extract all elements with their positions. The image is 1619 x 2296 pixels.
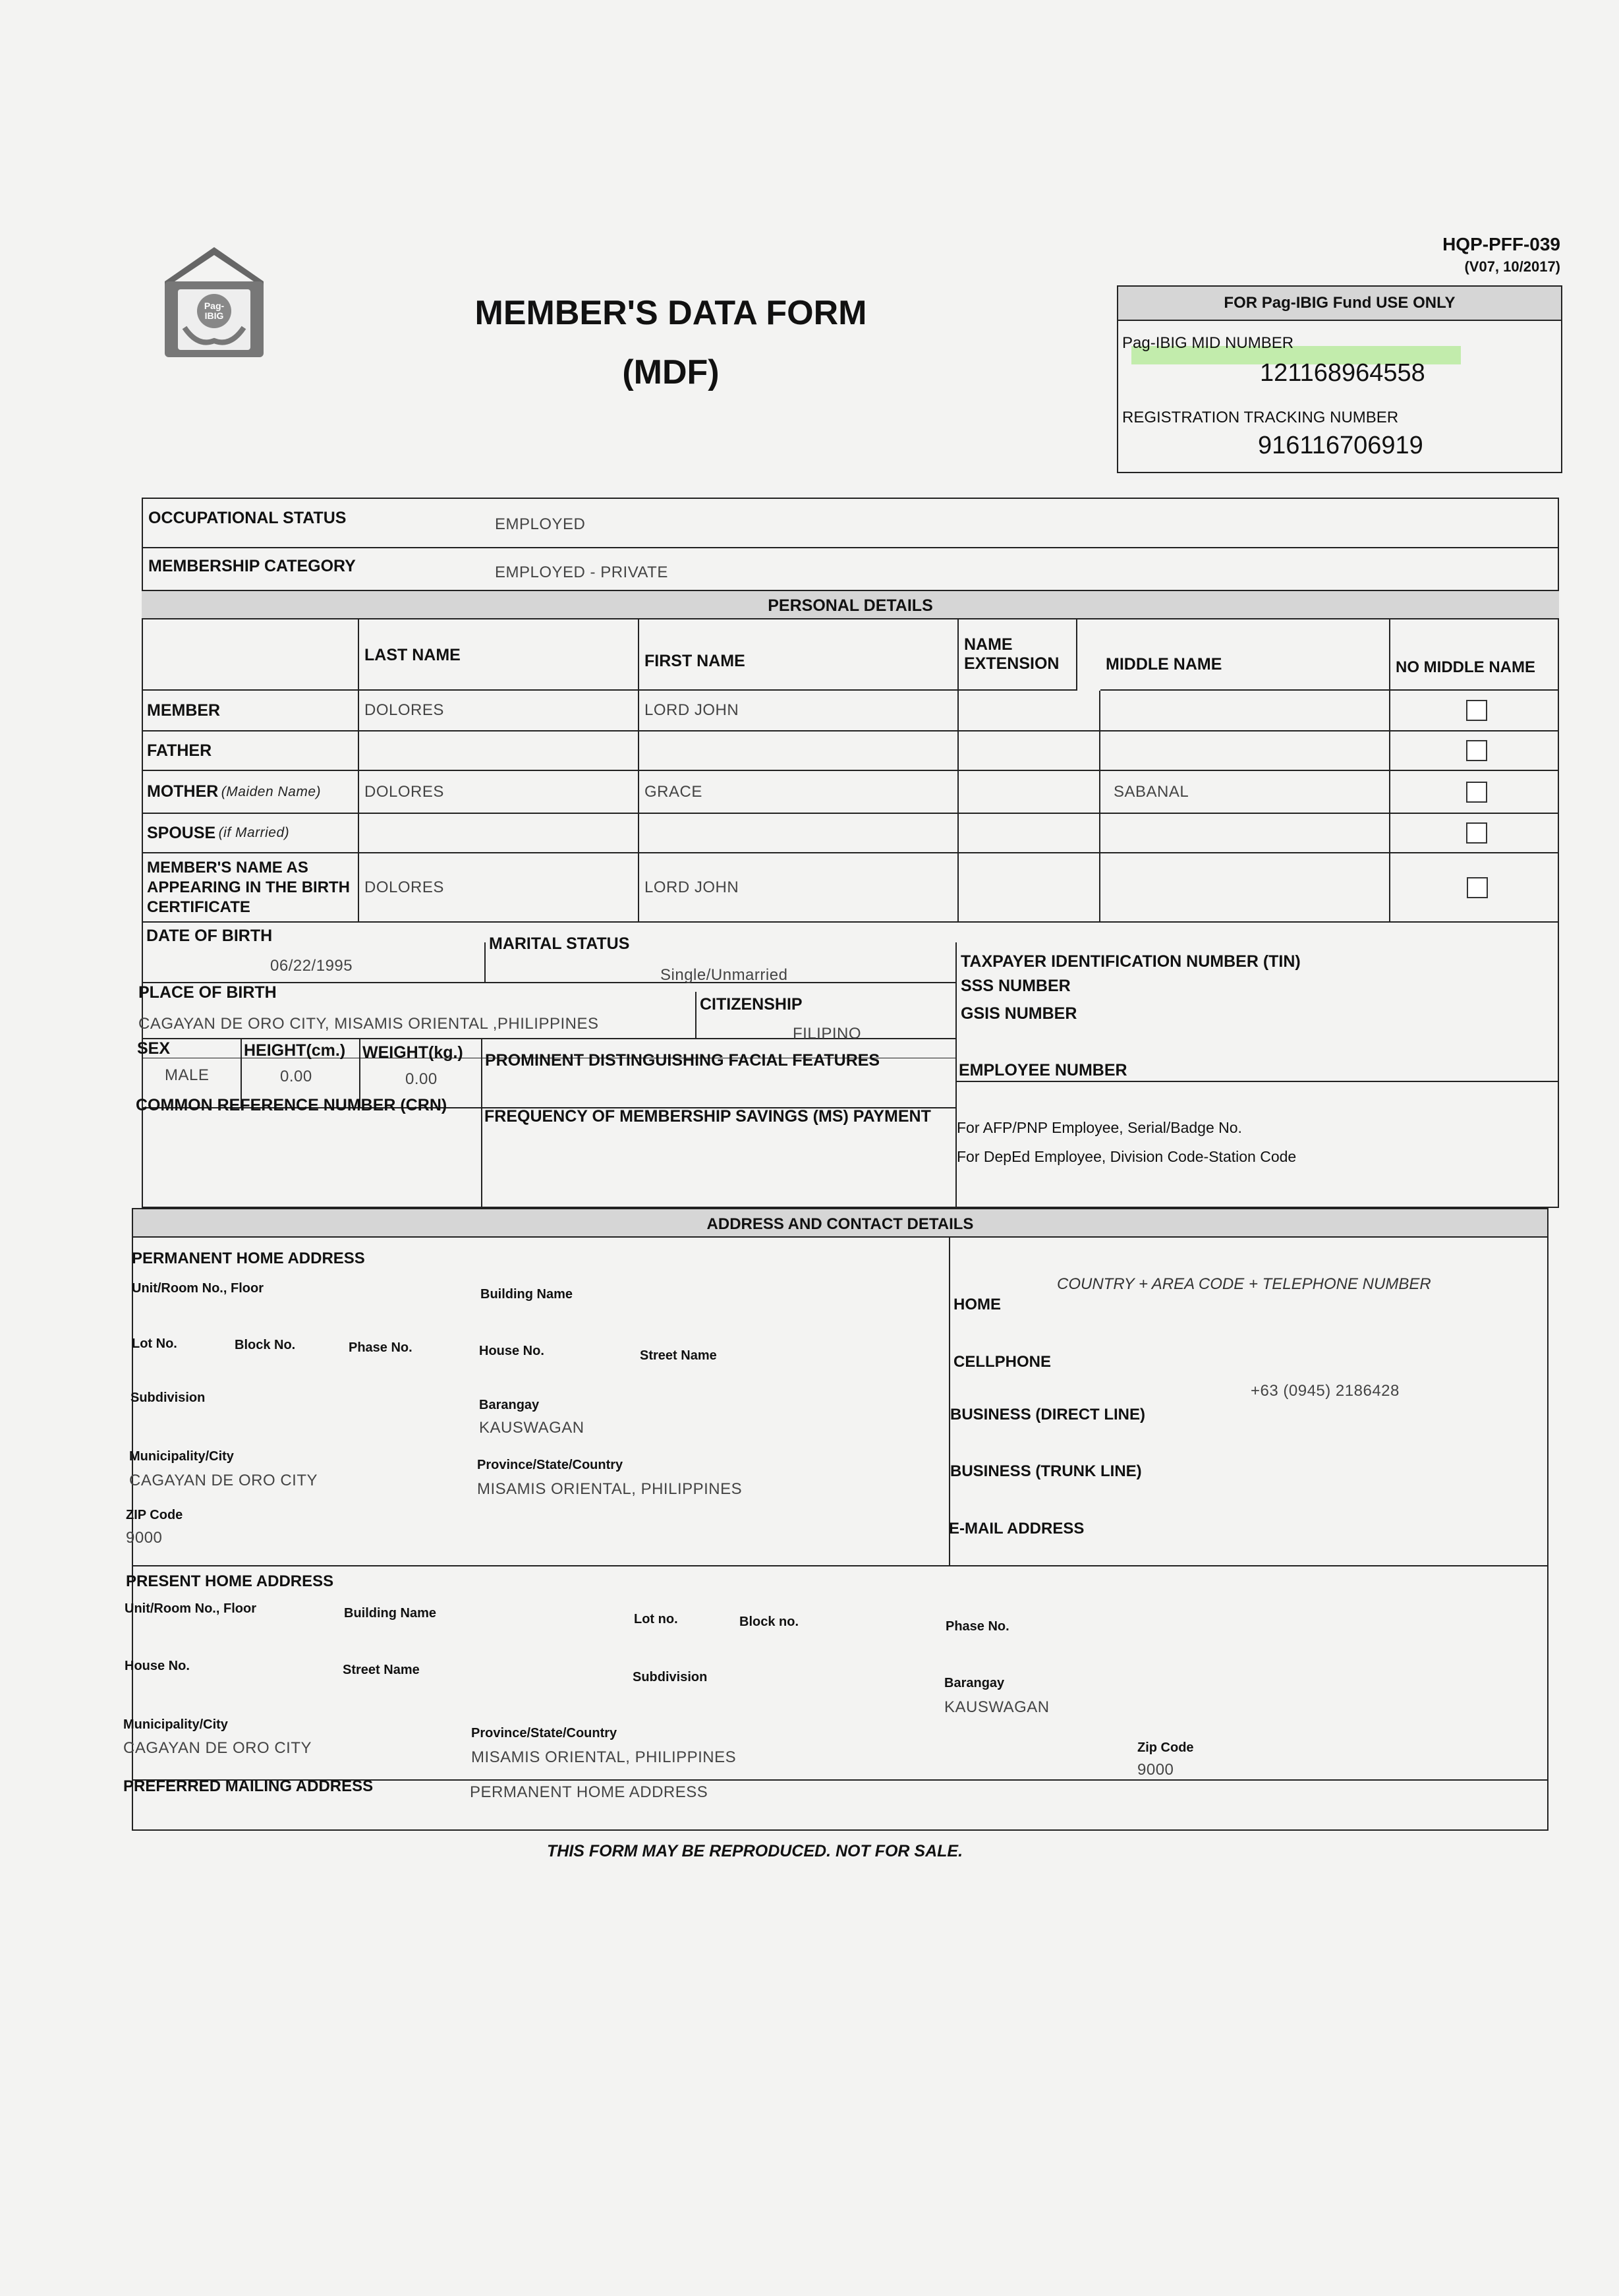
father-no-middle-name-cell (1390, 732, 1559, 771)
perm-zip-value: 9000 (126, 1529, 163, 1547)
tin-label: TAXPAYER IDENTIFICATION NUMBER (TIN) (961, 952, 1301, 971)
perm-barangay-value: KAUSWAGAN (479, 1419, 584, 1437)
father-first-name (639, 732, 959, 771)
home-phone-label: HOME (953, 1296, 1001, 1313)
pres-zip-label: Zip Code (1137, 1740, 1194, 1755)
address-contact-table (132, 1208, 1548, 1831)
column-header-middle-name: MIDDLE NAME (1100, 619, 1390, 691)
mother-name-extension (959, 771, 1100, 814)
member-last-name: DOLORES (359, 691, 639, 732)
no-middle-name-checkbox[interactable] (1466, 782, 1487, 803)
personal-names-grid (142, 619, 1559, 923)
pres-phase-label: Phase No. (946, 1619, 1009, 1634)
dob-label: DATE OF BIRTH (146, 927, 273, 945)
mother-no-middle-name-cell (1390, 771, 1559, 814)
fund-use-box (1117, 285, 1562, 473)
phone-format-hint: COUNTRY + AREA CODE + TELEPHONE NUMBER (1057, 1275, 1431, 1293)
citizenship-value: FILIPINO (793, 1025, 862, 1043)
row-label-birth-certificate-name: MEMBER'S NAME AS APPEARING IN THE BIRTH CERTIFICATE (142, 853, 359, 923)
svg-text:Pag-: Pag- (204, 301, 225, 311)
facial-features-label: PROMINENT DISTINGUISHING FACIAL FEATURES (485, 1051, 880, 1070)
mother-note: (Maiden Name) (221, 784, 321, 799)
perm-building-label: Building Name (480, 1287, 573, 1302)
fund-use-heading: FOR Pag-IBIG Fund USE ONLY (1118, 287, 1561, 321)
permanent-address-title: PERMANENT HOME ADDRESS (132, 1249, 365, 1267)
place-of-birth-label: PLACE OF BIRTH (138, 983, 277, 1002)
pres-street-label: Street Name (343, 1663, 420, 1677)
business-direct-label: BUSINESS (DIRECT LINE) (950, 1406, 1146, 1423)
pres-zip-value: 9000 (1137, 1761, 1174, 1779)
column-header-last-name: LAST NAME (359, 619, 639, 691)
pres-barangay-label: Barangay (944, 1676, 1005, 1690)
spouse-last-name (359, 814, 639, 853)
footer-note: THIS FORM MAY BE REPRODUCED. NOT FOR SALE. (547, 1842, 963, 1860)
birth-cert-last-name: DOLORES (359, 853, 639, 923)
row-label-spouse (142, 814, 359, 853)
column-header-name-extension: NAME EXTENSION (959, 619, 1077, 691)
email-label: E-MAIL ADDRESS (949, 1520, 1085, 1537)
pres-municipality-value: CAGAYAN DE ORO CITY (123, 1739, 312, 1757)
personal-details-heading: PERSONAL DETAILS (142, 590, 1559, 619)
business-trunk-label: BUSINESS (TRUNK LINE) (950, 1462, 1142, 1480)
member-middle-name (1100, 691, 1390, 732)
spouse-no-middle-name-cell (1390, 814, 1559, 853)
form-code: HQP-PFF-039 (1442, 234, 1560, 254)
spouse-note: (if Married) (218, 825, 290, 840)
father-name-extension (959, 732, 1100, 771)
marital-status-label: MARITAL STATUS (489, 934, 630, 953)
preferred-mailing-value: PERMANENT HOME ADDRESS (470, 1783, 708, 1801)
address-heading: ADDRESS AND CONTACT DETAILS (132, 1208, 1548, 1238)
place-of-birth-value: CAGAYAN DE ORO CITY, MISAMIS ORIENTAL ,PHILIPPINES (138, 1015, 599, 1033)
deped-label: For DepEd Employee, Division Code-Station Code (957, 1148, 1297, 1165)
form-version: (V07, 10/2017) (1464, 258, 1560, 275)
perm-unit-label: Unit/Room No., Floor (132, 1281, 264, 1296)
perm-street-label: Street Name (640, 1348, 717, 1363)
page-title-abbrev: (MDF) (622, 353, 720, 391)
mother-first-name: GRACE (639, 771, 959, 814)
sss-label: SSS NUMBER (961, 977, 1071, 995)
present-address-title: PRESENT HOME ADDRESS (126, 1572, 334, 1590)
birth-cert-name-extension (959, 853, 1100, 923)
svg-text:IBIG: IBIG (204, 310, 224, 321)
pres-block-label: Block no. (739, 1615, 799, 1629)
no-middle-name-checkbox[interactable] (1466, 740, 1487, 761)
citizenship-label: CITIZENSHIP (700, 995, 803, 1014)
pres-subdivision-label: Subdivision (633, 1670, 708, 1684)
crn-label: COMMON REFERENCE NUMBER (CRN) (136, 1096, 447, 1114)
member-first-name: LORD JOHN (639, 691, 959, 732)
no-middle-name-checkbox[interactable] (1466, 822, 1487, 844)
row-label-father: FATHER (142, 732, 359, 771)
birth-cert-no-middle-name-cell (1390, 853, 1559, 923)
perm-barangay-label: Barangay (479, 1398, 540, 1412)
pres-house-label: House No. (125, 1659, 190, 1673)
member-no-middle-name-cell (1390, 691, 1559, 732)
perm-lot-label: Lot No. (132, 1336, 177, 1351)
afp-pnp-label: For AFP/PNP Employee, Serial/Badge No. (957, 1119, 1242, 1136)
perm-province-value: MISAMIS ORIENTAL, PHILIPPINES (477, 1480, 743, 1498)
pres-unit-label: Unit/Room No., Floor (125, 1601, 256, 1616)
perm-municipality-label: Municipality/City (129, 1449, 234, 1464)
spouse-first-name (639, 814, 959, 853)
column-header-blank (142, 619, 359, 691)
rtn-label: REGISTRATION TRACKING NUMBER (1122, 409, 1399, 426)
no-middle-name-checkbox[interactable] (1466, 700, 1487, 721)
occupational-status-label: OCCUPATIONAL STATUS (148, 509, 347, 527)
birth-cert-first-name: LORD JOHN (639, 853, 959, 923)
column-header-no-middle-name: NO MIDDLE NAME (1390, 619, 1559, 691)
cellphone-label: CELLPHONE (953, 1353, 1052, 1371)
pres-province-value: MISAMIS ORIENTAL, PHILIPPINES (471, 1748, 737, 1766)
gsis-label: GSIS NUMBER (961, 1004, 1077, 1023)
member-name-extension (959, 691, 1100, 732)
mother-label: MOTHER (147, 782, 219, 801)
perm-block-label: Block No. (235, 1338, 296, 1352)
row-label-member: MEMBER (142, 691, 359, 732)
rtn-value: 916116706919 (1258, 432, 1423, 459)
height-value: 0.00 (280, 1068, 312, 1085)
father-middle-name (1100, 732, 1390, 771)
perm-phase-label: Phase No. (349, 1340, 412, 1355)
perm-house-label: House No. (479, 1344, 544, 1358)
mother-last-name: DOLORES (359, 771, 639, 814)
perm-province-label: Province/State/Country (477, 1458, 623, 1472)
father-last-name (359, 732, 639, 771)
marital-status-value: Single/Unmarried (660, 966, 788, 984)
preferred-mailing-label: PREFERRED MAILING ADDRESS (123, 1777, 374, 1795)
sex-label: SEX (137, 1039, 171, 1058)
spouse-middle-name (1100, 814, 1390, 853)
occupational-status-value: EMPLOYED (495, 515, 586, 533)
mother-middle-name: SABANAL (1100, 771, 1390, 814)
cellphone-value: +63 (0945) 2186428 (1251, 1382, 1400, 1400)
no-middle-name-checkbox[interactable] (1467, 877, 1488, 898)
spouse-label: SPOUSE (147, 823, 216, 842)
pres-lot-label: Lot no. (634, 1612, 678, 1626)
height-label: HEIGHT(cm.) (244, 1041, 346, 1060)
spouse-name-extension (959, 814, 1100, 853)
pres-building-label: Building Name (344, 1606, 437, 1621)
pag-ibig-logo (158, 242, 270, 359)
page-title: MEMBER'S DATA FORM (474, 294, 867, 332)
perm-subdivision-label: Subdivision (130, 1391, 206, 1405)
ms-payment-frequency-label: FREQUENCY OF MEMBERSHIP SAVINGS (MS) PAYMENT (484, 1107, 931, 1126)
perm-zip-label: ZIP Code (126, 1508, 183, 1522)
mid-label: Pag-IBIG MID NUMBER (1122, 334, 1294, 352)
row-label-mother (142, 771, 359, 814)
sex-value: MALE (165, 1066, 210, 1084)
membership-category-label: MEMBERSHIP CATEGORY (148, 557, 356, 575)
employee-number-label: EMPLOYEE NUMBER (959, 1061, 1127, 1079)
perm-municipality-value: CAGAYAN DE ORO CITY (129, 1472, 318, 1489)
weight-label: WEIGHT(kg.) (362, 1043, 463, 1062)
pres-municipality-label: Municipality/City (123, 1717, 228, 1732)
column-header-first-name: FIRST NAME (639, 619, 959, 691)
pres-province-label: Province/State/Country (471, 1726, 617, 1740)
pres-barangay-value: KAUSWAGAN (944, 1698, 1050, 1716)
mid-value: 121168964558 (1260, 359, 1425, 387)
weight-value: 0.00 (405, 1070, 438, 1088)
membership-category-value: EMPLOYED - PRIVATE (495, 563, 668, 581)
birth-cert-middle-name (1100, 853, 1390, 923)
dob-value: 06/22/1995 (270, 957, 353, 975)
